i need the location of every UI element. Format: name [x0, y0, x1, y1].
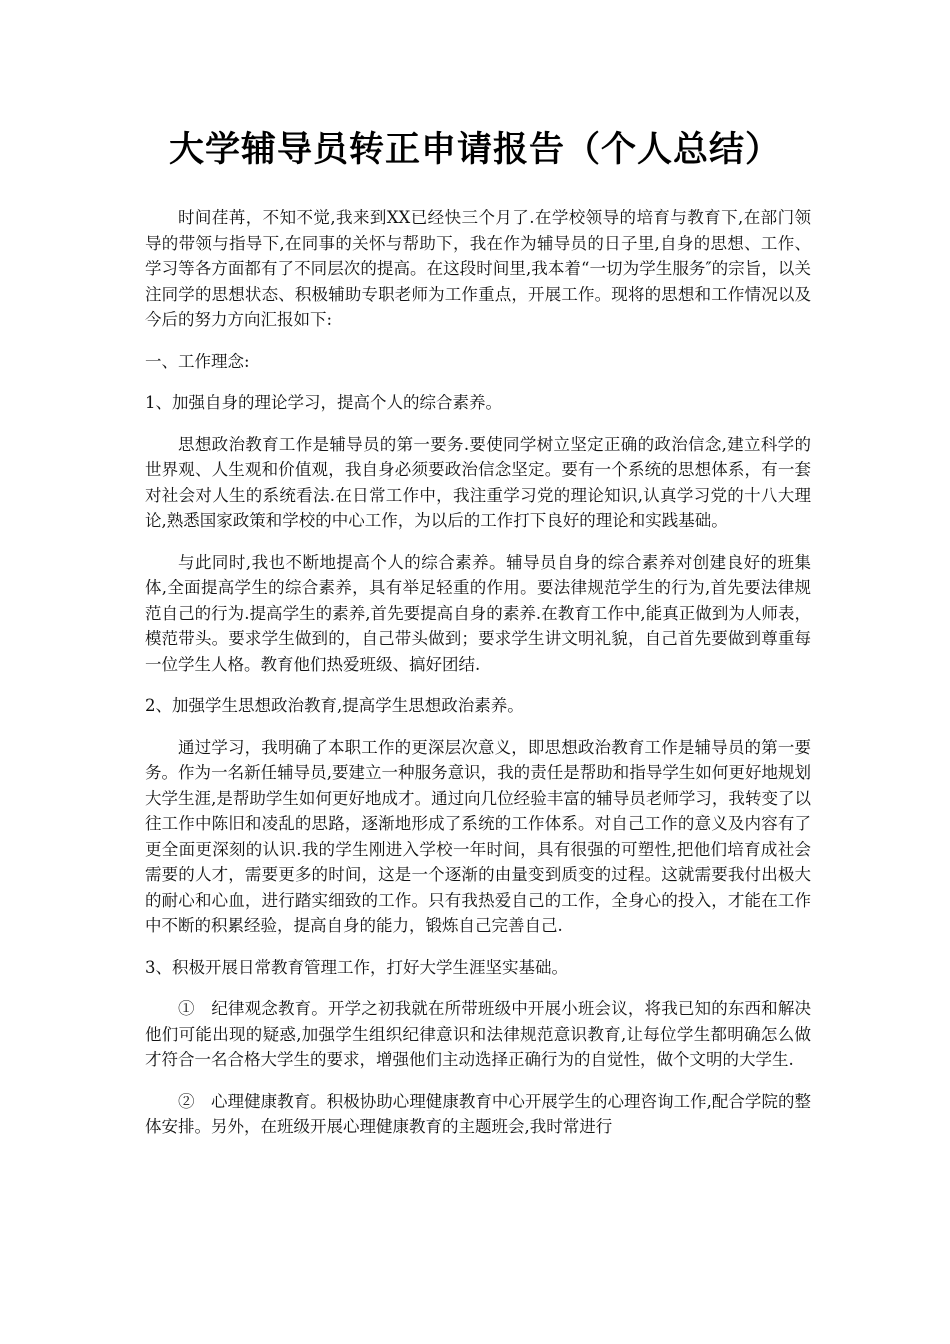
body-paragraph: 思想政治教育工作是辅导员的第一要务.要使同学树立坚定正确的政治信念,建立科学的世界观、人生观和价值观，我自身必须要政治信念坚定。要有一个系统的思想体系，有一套对社会对人生的系统看法.在日常工作中，我注重学习党的理论知识,认真学习党的十八大理论,熟悉国家政策和学校的中心工作，为以后的工作打下良好的理论和实践基础。	[145, 434, 811, 530]
subsection-heading-3: 3、积极开展日常教育管理工作，打好大学生涯坚实基础。	[145, 957, 568, 977]
body-paragraph: 与此同时,我也不断地提高个人的综合素养。辅导员自身的综合素养对创建良好的班集体,全面提高学生的综合素养，具有举足轻重的作用。要法律规范学生的行为,首先要法律规范自己的行为.提高学生的素养,首先要提高自身的素养.在教育工作中,能真正做到为人师表，模范带头。要求学生做到的，自己带头做到；要求学生讲文明礼貌，自己首先要做到尊重每一位学生人格。教育他们热爱班级、搞好团结.	[145, 552, 811, 674]
list-item-discipline: ① 纪律观念教育。开学之初我就在所带班级中开展小班会议，将我已知的东西和解决他们可能出现的疑惑,加强学生组织纪律意识和法律规范意识教育,让每位学生都明确怎么做才符合一名合格大学生的要求，增强他们主动选择正确行为的自觉性，做个文明的大学生.	[145, 999, 811, 1069]
list-item-mental-health: ② 心理健康教育。积极协助心理健康教育中心开展学生的心理咨询工作,配合学院的整体安排。另外，在班级开展心理健康教育的主题班会,我时常进行	[145, 1091, 811, 1136]
document-body	[145, 205, 811, 1156]
section-heading-work-philosophy: 一、工作理念:	[145, 351, 250, 371]
subsection-heading-1: 1、加强自身的理论学习，提高个人的综合素养。	[145, 393, 502, 412]
document-title: 大学辅导员转正申请报告（个人总结）	[168, 130, 781, 170]
body-paragraph: 通过学习，我明确了本职工作的更深层次意义，即思想政治教育工作是辅导员的第一要务。作为一名新任辅导员,要建立一种服务意识，我的责任是帮助和指导学生如何更好地规划大学生涯,是帮助学生如何更好地成才。通过向几位经验丰富的辅导员老师学习，我转变了以往工作中陈旧和凌乱的思路，逐渐地形成了系统的工作体系。对自己工作的意义及内容有了更全面更深刻的认识.我的学生刚进入学校一年时间，具有很强的可塑性,把他们培育成社会需要的人才，需要更多的时间，这是一个逐渐的由量变到质变的过程。这就需要我付出极大的耐心和心血，进行踏实细致的工作。只有我热爱自己的工作，全身心的投入，才能在工作中不断的积累经验，提高自身的能力，锻炼自己完善自己.	[145, 737, 811, 935]
intro-paragraph: 时间荏苒，不知不觉,我来到XX已经快三个月了.在学校领导的培育与教育下,在部门领导的带领与指导下,在同事的关怀与帮助下，我在作为辅导员的日子里,自身的思想、工作、学习等各方面都有了不同层次的提高。在这段时间里,我本着“一切为学生服务″的宗旨，以关注同学的思想状态、积极辅助专职老师为工作重点，开展工作。现将的思想和工作情况以及今后的努力方向汇报如下:	[145, 208, 811, 329]
subsection-heading-2: 2、加强学生思想政治教育,提高学生思想政治素养。	[145, 696, 524, 715]
